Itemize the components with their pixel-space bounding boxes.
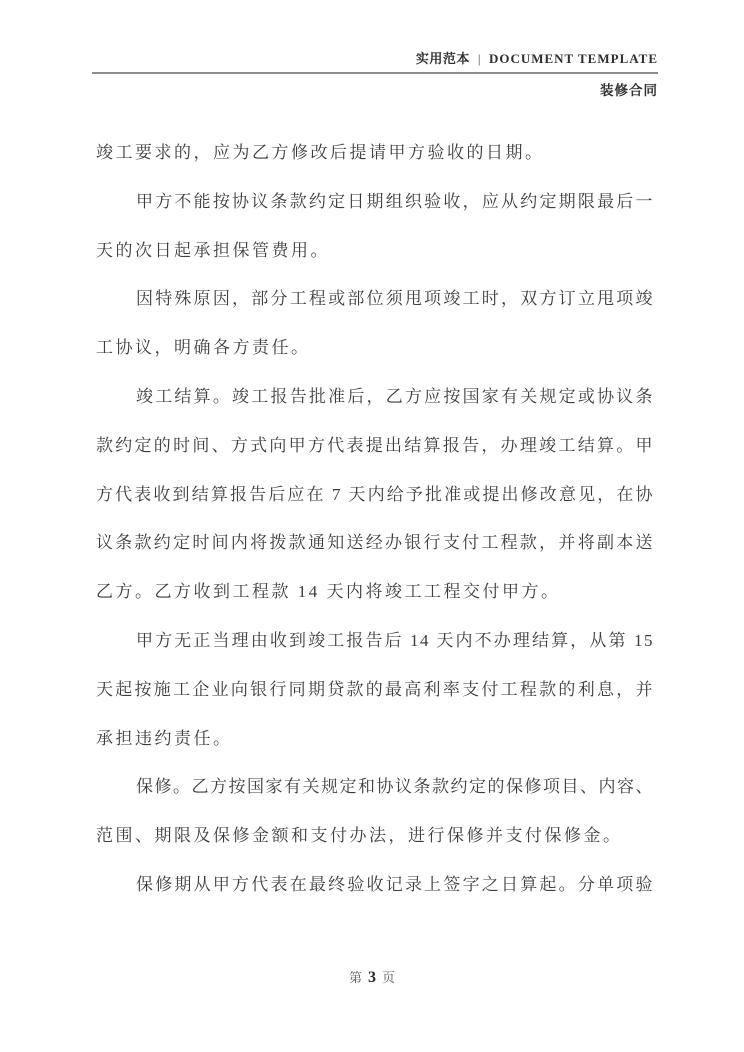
- text-line: 竣工结算。竣工报告批准后，乙方应按国家有关规定或协议条: [136, 386, 654, 406]
- page-number: 3: [368, 969, 376, 986]
- text-line: 乙方。乙方收到工程款 14 天内将竣工工程交付甲方。: [96, 582, 561, 602]
- brand-divider: |: [477, 51, 481, 66]
- page-header: [92, 48, 658, 99]
- header-rule: [92, 72, 658, 74]
- page-label-prefix: 第: [348, 970, 362, 985]
- text-line: 因特殊原因，部分工程或部位须甩项竣工时，双方订立甩项竣: [136, 289, 654, 309]
- page-label-suffix: 页: [382, 970, 396, 985]
- text-line: 天起按施工企业向银行同期贷款的最高利率支付工程款的利息，并: [96, 679, 654, 699]
- text-line: 保修期从甲方代表在最终验收记录上签字之日算起。分单项验: [136, 874, 654, 894]
- text-line: 议条款约定时间内将拨款通知送经办银行支付工程款，并将副本送: [96, 533, 654, 553]
- text-line: 方代表收到结算报告后应在 7 天内给予批准或提出修改意见，在协: [96, 484, 654, 504]
- text-line: 款约定的时间、方式向甲方代表提出结算报告，办理竣工结算。甲: [96, 435, 654, 455]
- brand-name-en: DOCUMENT TEMPLATE: [488, 51, 658, 66]
- page-footer: [0, 968, 744, 988]
- text-line: 范围、期限及保修金额和支付办法，进行保修并支付保修金。: [96, 826, 623, 846]
- document-body: [96, 129, 654, 910]
- text-line: 竣工要求的，应为乙方修改后提请甲方验收的日期。: [96, 143, 545, 162]
- header-brand-line: [92, 48, 658, 72]
- brand-name-cn: 实用范本: [415, 51, 470, 66]
- text-line: 工协议，明确各方责任。: [96, 338, 311, 358]
- document-title: 装修合同: [600, 83, 658, 98]
- text-line: 甲方不能按协议条款约定日期组织验收，应从约定期限最后一: [136, 191, 654, 211]
- text-line: 甲方无正当理由收到竣工报告后 14 天内不办理结算，从第 15: [136, 630, 654, 650]
- text-line: 承担违约责任。: [96, 728, 233, 748]
- text-line: 保修。乙方按国家有关规定和协议条款约定的保修项目、内容、: [136, 777, 654, 797]
- text-line: 天的次日起承担保管费用。: [96, 240, 330, 260]
